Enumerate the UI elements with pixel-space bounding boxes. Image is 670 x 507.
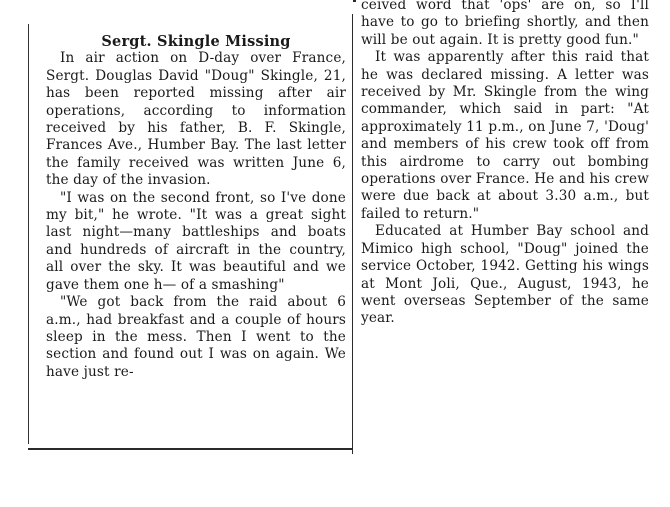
article-paragraph: Educated at Humber Bay school and Mimico high school, "Doug" joined the service October, 1942. Getting his wings at Mont Joli, Que., August, 1943, he went overseas September of the same year. bbox=[361, 223, 649, 327]
article-paragraph: ceived word that 'ops' are on, so I'll have to go to briefing shortly, and then will be out again. It is pretty good fun." bbox=[361, 0, 649, 48]
article-paragraph: "We got back from the raid about 6 a.m., had breakfast and a couple of hours sleep in the mess. Then I went to the section and found out I was on again. We have just re- bbox=[46, 294, 346, 380]
column-rule-left bbox=[28, 24, 29, 444]
column-rule-top bbox=[353, 0, 356, 2]
article-paragraph: It was apparently after this raid that he was declared missing. A letter was received by Mr. Skingle from the wing commander, which said in part: "At approximately 11 p.m., on June 7, 'Doug' and members of his crew took off from this airdrome to carry out bombing operations over France. He and his crew were due back at about 3.30 a.m., but failed to return." bbox=[361, 49, 649, 222]
article-paragraph: "I was on the second front, so I've done my bit," he wrote. "It was a great sight last night—many battleships and boats and hundreds of aircraft in the country, all over the sky. It was beautiful and we gave them one h— of a smashing" bbox=[46, 189, 346, 293]
article-left-column bbox=[46, 33, 346, 381]
article-right-column bbox=[361, 0, 649, 328]
column-rule-middle bbox=[352, 14, 353, 454]
column-rule-bottom bbox=[28, 448, 353, 450]
article-paragraph: In air action on D-day over France, Sergt. Douglas David "Doug" Skingle, 21, has been reported missing after air operations, according to information received by his father, B. F. Skingle, Frances Ave., Humber Bay. The last letter the family received was written June 6, the day of the invasion. bbox=[46, 50, 346, 189]
article-headline: Sergt. Skingle Missing bbox=[101, 33, 291, 50]
